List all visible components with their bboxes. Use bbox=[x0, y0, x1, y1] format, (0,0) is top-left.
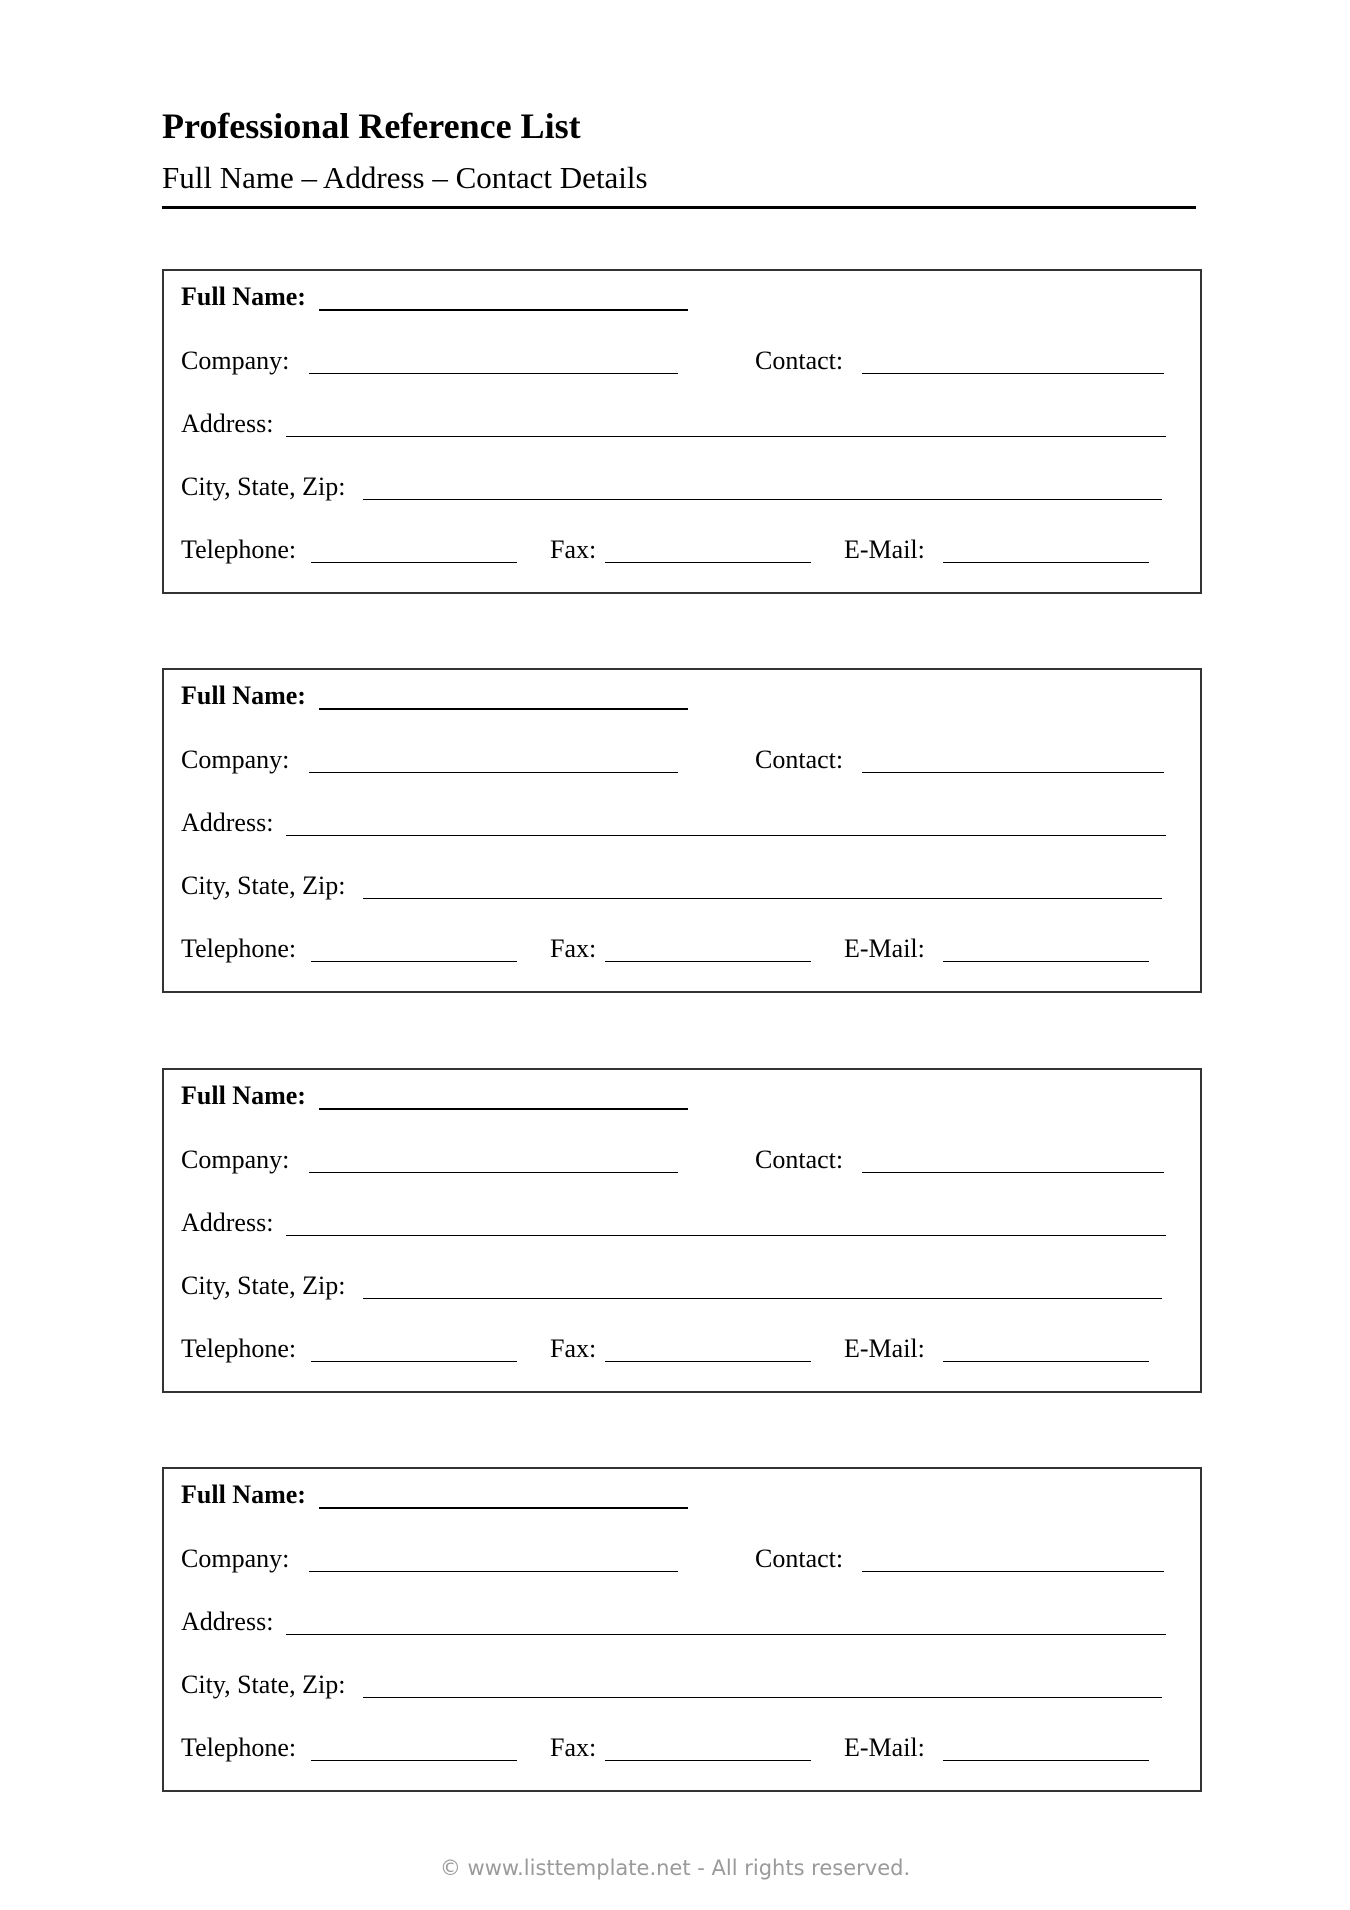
address-field[interactable] bbox=[286, 1634, 1166, 1635]
email-label: E-Mail: bbox=[844, 535, 925, 564]
reference-card bbox=[162, 1068, 1202, 1393]
email-label: E-Mail: bbox=[844, 1733, 925, 1762]
fax-label: Fax: bbox=[550, 1334, 597, 1363]
telephone-field[interactable] bbox=[311, 961, 517, 962]
full-name-field[interactable] bbox=[319, 1507, 688, 1509]
reference-card bbox=[162, 1467, 1202, 1792]
email-field[interactable] bbox=[943, 562, 1149, 563]
telephone-label: Telephone: bbox=[181, 1334, 297, 1363]
fax-field[interactable] bbox=[605, 1361, 811, 1362]
contact-field[interactable] bbox=[862, 373, 1164, 374]
full-name-label: Full Name: bbox=[181, 282, 306, 311]
company-field[interactable] bbox=[309, 772, 678, 773]
contact-label: Contact: bbox=[755, 745, 844, 774]
fax-label: Fax: bbox=[550, 1733, 597, 1762]
contact-field[interactable] bbox=[862, 772, 1164, 773]
header-divider bbox=[162, 206, 1196, 209]
full-name-field[interactable] bbox=[319, 309, 688, 311]
document-header bbox=[162, 104, 1196, 198]
contact-field[interactable] bbox=[862, 1172, 1164, 1173]
fax-label: Fax: bbox=[550, 934, 597, 963]
address-field[interactable] bbox=[286, 1235, 1166, 1236]
contact-field[interactable] bbox=[862, 1571, 1164, 1572]
city-state-zip-field[interactable] bbox=[363, 1298, 1162, 1299]
telephone-field[interactable] bbox=[311, 1760, 517, 1761]
company-field[interactable] bbox=[309, 1571, 678, 1572]
email-field[interactable] bbox=[943, 961, 1149, 962]
page-title: Professional Reference List bbox=[162, 106, 581, 146]
telephone-label: Telephone: bbox=[181, 1733, 297, 1762]
address-field[interactable] bbox=[286, 835, 1166, 836]
email-label: E-Mail: bbox=[844, 1334, 925, 1363]
telephone-field[interactable] bbox=[311, 1361, 517, 1362]
page-subtitle: Full Name – Address – Contact Details bbox=[162, 160, 648, 195]
fax-field[interactable] bbox=[605, 961, 811, 962]
company-label: Company: bbox=[181, 745, 290, 774]
fax-label: Fax: bbox=[550, 535, 597, 564]
telephone-label: Telephone: bbox=[181, 934, 297, 963]
address-label: Address: bbox=[181, 409, 274, 438]
city-state-zip-label: City, State, Zip: bbox=[181, 1271, 346, 1300]
email-field[interactable] bbox=[943, 1760, 1149, 1761]
full-name-field[interactable] bbox=[319, 708, 688, 710]
city-state-zip-field[interactable] bbox=[363, 1697, 1162, 1698]
company-label: Company: bbox=[181, 1145, 290, 1174]
city-state-zip-label: City, State, Zip: bbox=[181, 1670, 346, 1699]
reference-card bbox=[162, 269, 1202, 594]
contact-label: Contact: bbox=[755, 1544, 844, 1573]
full-name-label: Full Name: bbox=[181, 1081, 306, 1110]
address-label: Address: bbox=[181, 1607, 274, 1636]
address-label: Address: bbox=[181, 1208, 274, 1237]
reference-card bbox=[162, 668, 1202, 993]
company-label: Company: bbox=[181, 1544, 290, 1573]
copyright-footer: © www.listtemplate.net - All rights reserved. bbox=[439, 1856, 911, 1880]
contact-label: Contact: bbox=[755, 346, 844, 375]
city-state-zip-field[interactable] bbox=[363, 898, 1162, 899]
email-label: E-Mail: bbox=[844, 934, 925, 963]
full-name-label: Full Name: bbox=[181, 1480, 306, 1509]
contact-label: Contact: bbox=[755, 1145, 844, 1174]
company-label: Company: bbox=[181, 346, 290, 375]
telephone-label: Telephone: bbox=[181, 535, 297, 564]
company-field[interactable] bbox=[309, 373, 678, 374]
company-field[interactable] bbox=[309, 1172, 678, 1173]
fax-field[interactable] bbox=[605, 562, 811, 563]
fax-field[interactable] bbox=[605, 1760, 811, 1761]
full-name-label: Full Name: bbox=[181, 681, 306, 710]
email-field[interactable] bbox=[943, 1361, 1149, 1362]
address-field[interactable] bbox=[286, 436, 1166, 437]
city-state-zip-label: City, State, Zip: bbox=[181, 871, 346, 900]
city-state-zip-label: City, State, Zip: bbox=[181, 472, 346, 501]
city-state-zip-field[interactable] bbox=[363, 499, 1162, 500]
address-label: Address: bbox=[181, 808, 274, 837]
telephone-field[interactable] bbox=[311, 562, 517, 563]
full-name-field[interactable] bbox=[319, 1108, 688, 1110]
